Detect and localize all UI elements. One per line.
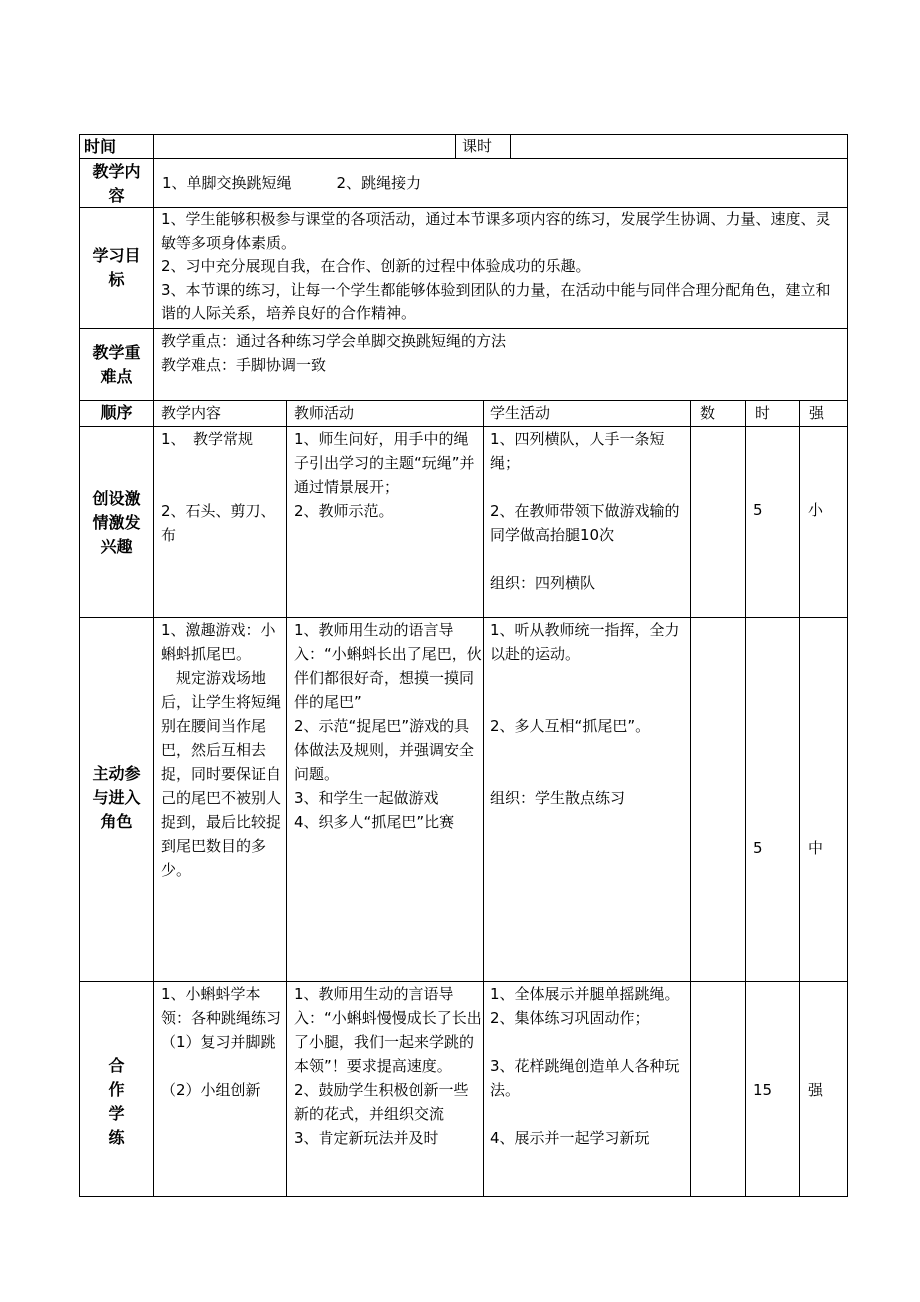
table-row-time: 5 (753, 839, 763, 857)
column-header-order: 顺序 (100, 403, 133, 422)
col-border (153, 134, 154, 1197)
table-row-teacher: 1、教师用生动的语言导入：“小蝌蚪长出了尾巴，伙伴们都很好奇，想摸一摸同伴的尾巴” 2、示范“捉尾巴”游戏的具体做法及规则，并强调安全问题。 3、和学生一起做游戏 4、织多人“抓尾巴”比赛 (294, 621, 482, 831)
row-border (79, 158, 848, 159)
row-border (79, 1196, 848, 1197)
table-row-content: 1、小蝌蚪学本领：各种跳绳练习 （1）复习并脚跳 （2）小组创新 (161, 985, 282, 1099)
keypoints-label: 教学重 难点 (92, 343, 141, 386)
table-row-teacher: 1、师生问好，用手中的绳子引出学习的主题“玩绳”并通过情景展开； 2、教师示范。 (294, 430, 475, 520)
table-row-stage: 主动参 与进入 角色 (92, 764, 141, 831)
table-row-intensity: 中 (808, 839, 824, 857)
table-row-stage: 合 作 学 练 (108, 1056, 125, 1147)
col-border (483, 400, 484, 1197)
goals-text: 1、学生能够积极参与课堂的各项活动，通过本节课多项内容的练习，发展学生协调、力量、速度、灵敏等多项身体素质。 2、习中充分展现自我，在合作、创新的过程中体验成功的乐趣。 3、本节课的练习，让每一个学生都能够体验到团队的力量，在活动中能与同伴合理分配角色，建立和谐的人际关系，培养良好的合作精神。 (161, 210, 831, 322)
content-label: 教学内 容 (92, 162, 141, 205)
period-value (515, 135, 845, 158)
content-text: 1、单脚交换跳短绳 2、跳绳接力 (162, 174, 422, 192)
table-row-stage: 创设激 情激发 兴趣 (92, 489, 141, 556)
col-border (847, 134, 848, 1197)
column-header-intensity: 强 (809, 404, 825, 422)
col-border (79, 134, 80, 1197)
table-row-student: 1、四列横队，人手一条短绳； 2、在教师带领下做游戏输的同学做高抬腿10次 组织：四列横队 (490, 430, 680, 592)
table-row-intensity: 强 (808, 1081, 824, 1099)
column-header-student: 学生活动 (490, 404, 551, 422)
col-border (286, 400, 287, 1197)
col-border (455, 134, 456, 159)
table-row-content: 1、 教学常规 2、石头、剪刀、布 (161, 430, 276, 544)
column-header-count: 数 (700, 404, 716, 422)
column-header-time: 时 (755, 404, 771, 422)
table-row-student: 1、全体展示并腿单摇跳绳。 2、集体练习巩固动作； 3、花样跳绳创造单人各种玩法。 4、展示并一起学习新玩 (490, 985, 680, 1147)
table-row-time: 15 (753, 1081, 773, 1099)
goals-label: 学习目 标 (92, 246, 141, 289)
col-border (510, 134, 511, 159)
col-border (745, 400, 746, 1197)
table-row-teacher: 1、教师用生动的言语导入：“小蝌蚪慢慢成长了长出了小腿，我们一起来学跳的本领”！要求提高速度。 2、鼓励学生积极创新一些新的花式，并组织交流 3、肯定新玩法并及时 (294, 985, 482, 1147)
table-row-student: 1、听从教师统一指挥，全力以赴的运动。 2、多人互相“抓尾巴”。 组织：学生散点练习 (490, 621, 680, 807)
time-value (158, 135, 452, 158)
col-border (690, 400, 691, 1197)
period-label: 课时 (462, 137, 493, 155)
keypoints-text: 教学重点：通过各种练习学会单脚交换跳短绳的方法 教学难点：手脚协调一致 (161, 332, 507, 374)
column-header-teacher: 教师活动 (294, 404, 355, 422)
table-row-intensity: 小 (808, 501, 824, 519)
table-row-time: 5 (753, 501, 763, 519)
table-row-content: 1、激趣游戏：小蝌蚪抓尾巴。 规定游戏场地后，让学生将短绳别在腰间当作尾巴，然后互相去捉，同时要保证自己的尾巴不被别人捉到，最后比较捉到尾巴数目的多少。 (161, 621, 282, 879)
column-header-content: 教学内容 (161, 404, 222, 422)
time-label: 时间 (84, 137, 117, 156)
col-border (799, 400, 800, 1197)
